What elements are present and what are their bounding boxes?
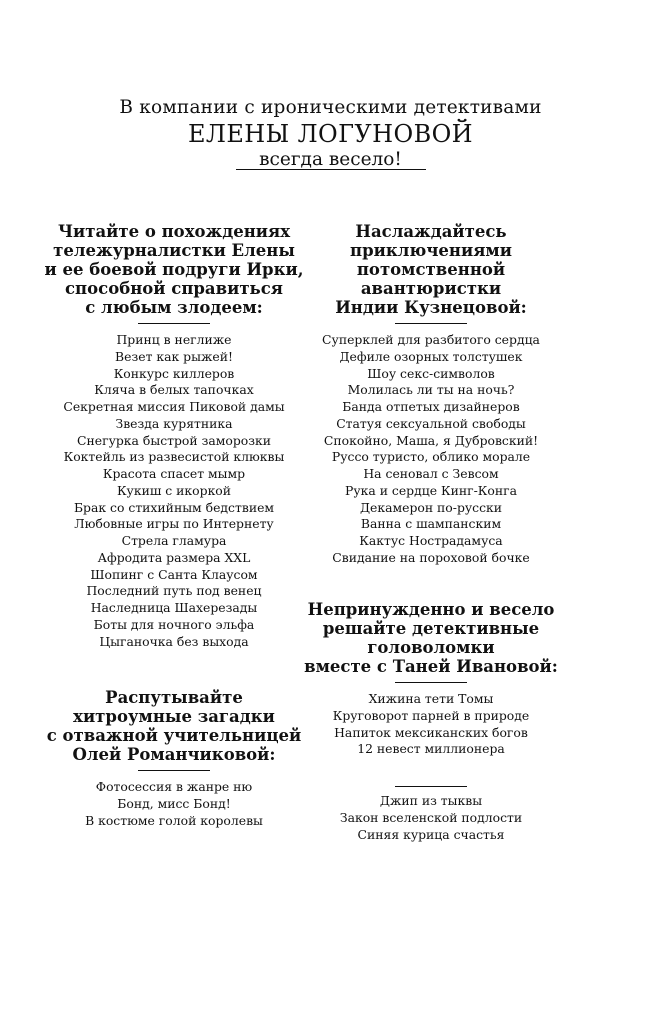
title-line: Читайте о похождениях [57, 222, 291, 241]
book-title: Последний путь под венец [86, 583, 262, 599]
book-title: Круговорот парней в природе [332, 707, 530, 723]
book-title: Суперклей для разбитого сердца [322, 332, 540, 347]
author-name: ЕЛЕНЫ ЛОГУНОВОЙ [187, 120, 474, 148]
section-title [24, 222, 324, 317]
subsection-divider [395, 786, 467, 787]
book-title: Принц в неглиже [116, 332, 232, 347]
book-title: В костюме голой королевы [85, 812, 263, 828]
book-title: Секретная миссия Пиковой дамы [63, 399, 285, 414]
book-title: Синяя курица счастья [357, 826, 505, 842]
section-title [281, 222, 581, 317]
header-tagline: всегда весело! [259, 149, 402, 170]
section-title [24, 688, 324, 764]
page-header [0, 96, 661, 172]
title-line: с любым злодеем: [85, 298, 263, 317]
section-divider [395, 323, 467, 324]
book-title: Везет как рыжей! [115, 348, 233, 364]
book-title: Свидание на пороховой бочке [332, 549, 530, 565]
header-intro: В компании с ироническими детективами [119, 97, 542, 118]
title-line: Индии Кузнецовой: [335, 298, 527, 317]
book-title: Спокойно, Маша, я Дубровский! [323, 432, 539, 448]
book-title: Кактус Нострадамуса [359, 533, 503, 548]
book-title: Кукиш с икоркой [116, 482, 232, 498]
book-title: Афродита размера XXL [97, 549, 251, 565]
header-divider [236, 169, 426, 170]
book-title: Декамерон по-русски [359, 499, 503, 515]
title-line: решайте детективные [322, 619, 540, 638]
book-title: Статуя сексуальной свободы [336, 415, 526, 431]
title-line: приключениями [350, 241, 512, 260]
book-title: Шопинг с Санта Клаусом [90, 566, 258, 582]
title-line: и ее боевой подруги Ирки, [44, 260, 304, 279]
book-title: Дефиле озорных толстушек [339, 348, 523, 364]
book-title: 12 невест миллионера [357, 741, 505, 757]
title-line: тележурналистки Елены [53, 241, 295, 260]
title-line: способной справиться [65, 279, 283, 298]
book-title: Красота спасет мымр [102, 466, 246, 481]
book-title: Руссо туристо, облико морале [331, 449, 531, 465]
section-divider [138, 770, 210, 771]
section-tanya [281, 600, 581, 843]
title-line: Распутывайте [105, 688, 243, 707]
title-line: хитроумные загадки [73, 707, 275, 726]
book-title: Ванна с шампанским [360, 516, 502, 532]
book-title: Конкурс киллеров [113, 365, 235, 381]
section-olya [24, 688, 324, 829]
title-line: Наслаждайтесь [355, 222, 507, 241]
book-title: Банда отпетых дизайнеров [342, 399, 520, 414]
book-title: Звезда курятника [115, 415, 233, 431]
book-title: Коктейль из развесистой клюквы [63, 449, 285, 465]
section-divider [138, 323, 210, 324]
title-line: головоломки [367, 638, 495, 657]
book-title: Брак со стихийным бедствием [73, 499, 275, 515]
book-title: Хижина тети Томы [368, 691, 494, 706]
section-india [281, 222, 581, 567]
title-line: авантюристки [360, 279, 502, 298]
book-title: Молилась ли ты на ночь? [347, 382, 515, 398]
title-line: Олей Романчиковой: [72, 745, 276, 764]
book-title: Бонд, мисс Бонд! [117, 795, 231, 811]
book-title: Шоу секс-символов [367, 365, 495, 381]
book-title: Джип из тыквы [379, 793, 483, 808]
book-title: Любовные игры по Интернету [74, 516, 274, 532]
book-title: Кляча в белых тапочках [94, 382, 254, 398]
title-line: с отважной учительницей [46, 726, 302, 745]
section-title [281, 600, 581, 676]
book-list [281, 332, 581, 567]
book-title: Закон вселенской подлости [339, 809, 523, 825]
title-line: вместе с Таней Ивановой: [304, 657, 558, 676]
title-line: потомственной [356, 260, 506, 279]
book-list [24, 779, 324, 829]
book-title: Снегурка быстрой заморозки [77, 432, 271, 448]
book-title: Фотосессия в жанре ню [95, 779, 253, 794]
title-line: Непринужденно и весело [307, 600, 555, 619]
book-list [281, 793, 581, 843]
book-list [281, 691, 581, 758]
section-elena [24, 222, 324, 650]
book-title: Стрела гламура [121, 533, 227, 548]
book-title: Цыганочка без выхода [99, 633, 249, 649]
book-title: Рука и сердце Кинг-Конга [345, 482, 517, 498]
book-title: Боты для ночного эльфа [93, 616, 255, 632]
book-title: На сеновал с Зевсом [363, 466, 499, 481]
book-list [24, 332, 324, 650]
book-title: Напиток мексиканских богов [334, 724, 528, 740]
section-divider [395, 682, 467, 683]
book-title: Наследница Шахерезады [90, 600, 258, 615]
